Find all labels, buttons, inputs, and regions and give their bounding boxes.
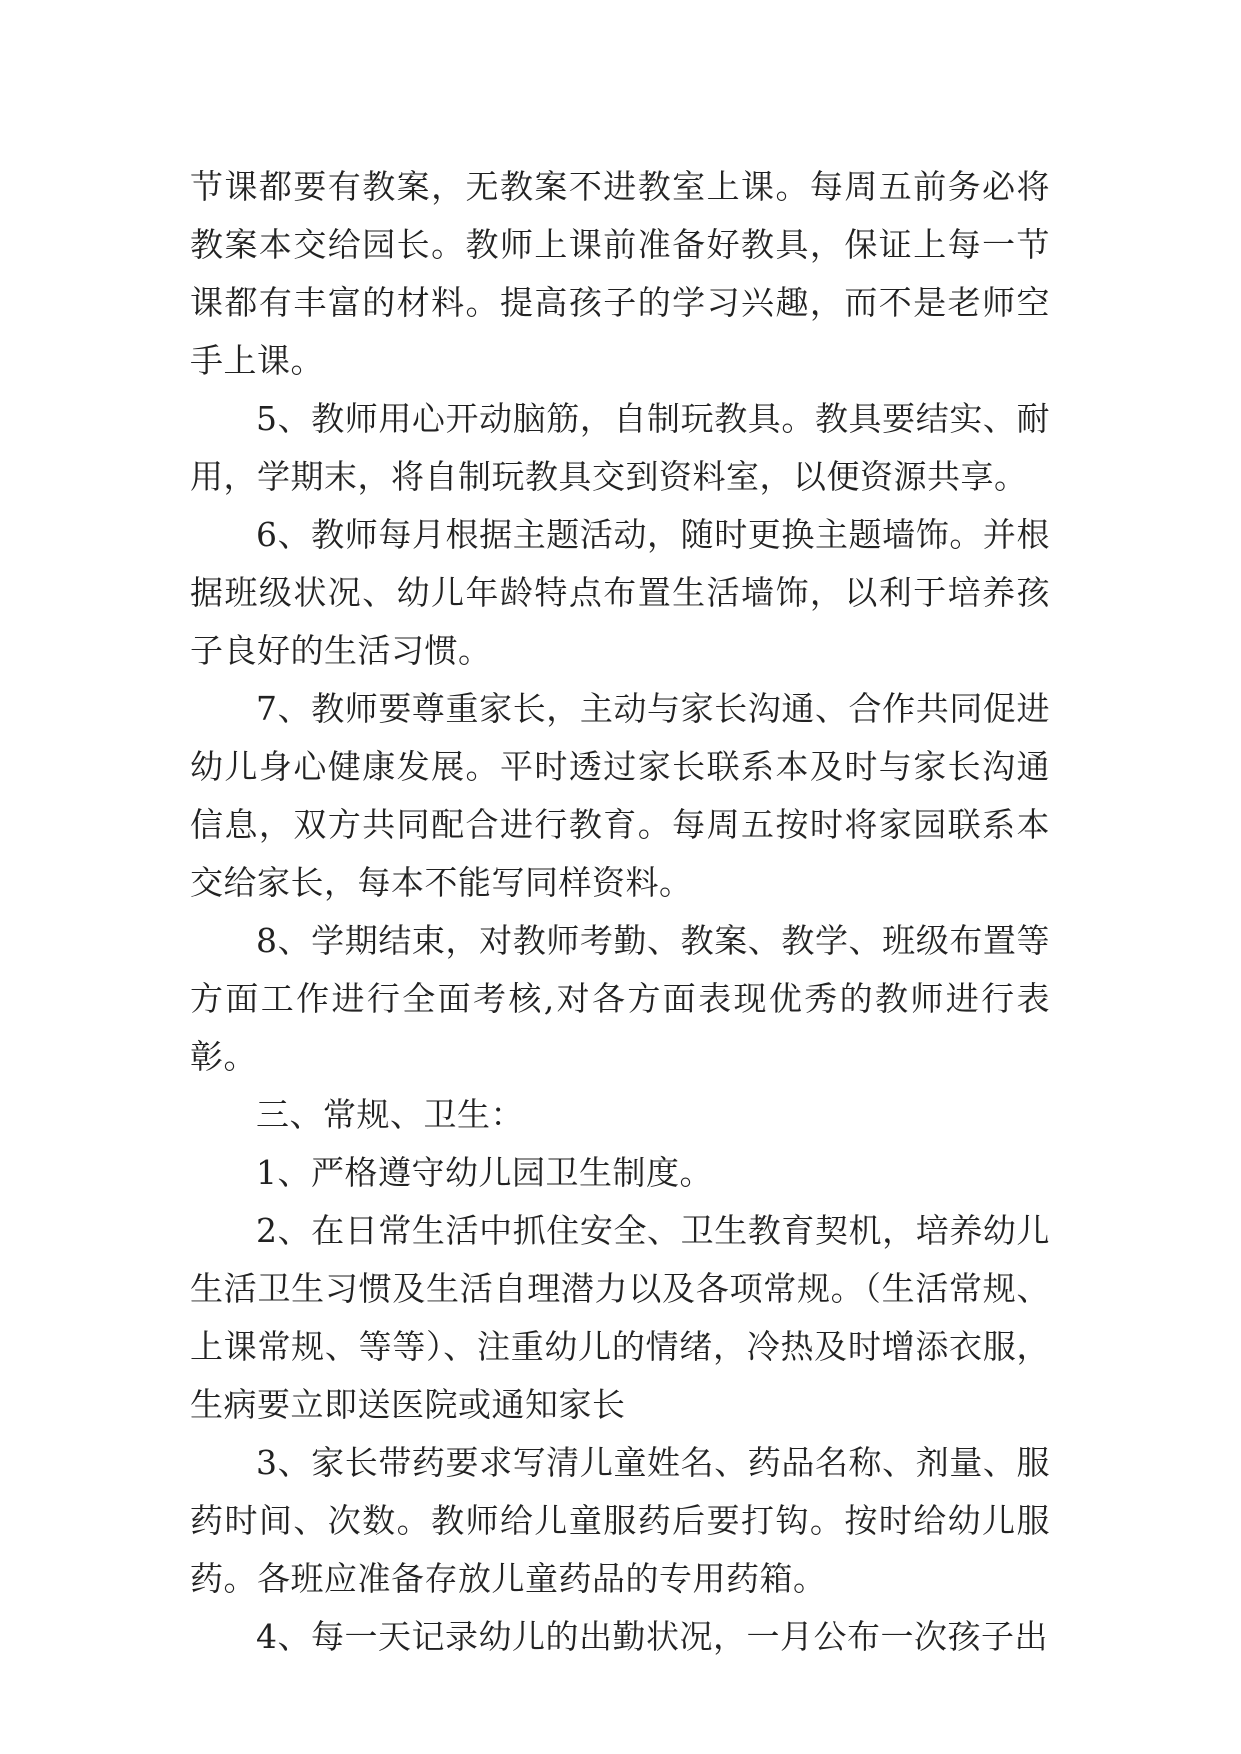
document-body: [190, 158, 1050, 1666]
paragraph-item-5: 5、教师用心开动脑筋，自制玩教具。教具要结实、耐用，学期末，将自制玩教具交到资料室，以便资源共享。: [190, 399, 1050, 496]
paragraph-hygiene-1: 1、严格遵守幼儿园卫生制度。: [256, 1153, 713, 1192]
paragraph-item-6: 6、教师每月根据主题活动，随时更换主题墙饰。并根据班级状况、幼儿年龄特点布置生活墙饰，以利于培养孩子良好的生活习惯。: [190, 515, 1050, 670]
paragraph-continuation: 节课都要有教案，无教案不进教室上课。每周五前务必将教案本交给园长。教师上课前准备好教具，保证上每一节课都有丰富的材料。提高孩子的学习兴趣，而不是老师空手上课。: [190, 167, 1050, 380]
paragraph-item-8: 8、学期结束，对教师考勤、教案、教学、班级布置等方面工作进行全面考核,对各方面表现优秀的教师进行表彰。: [190, 921, 1050, 1076]
paragraph-item-7: 7、教师要尊重家长，主动与家长沟通、合作共同促进幼儿身心健康发展。平时透过家长联系本及时与家长沟通信息，双方共同配合进行教育。每周五按时将家园联系本交给家长，每本不能写同样资料。: [190, 689, 1050, 902]
paragraph-hygiene-2: 2、在日常生活中抓住安全、卫生教育契机，培养幼儿生活卫生习惯及生活自理潜力以及各项常规。（生活常规、上课常规、等等）、注重幼儿的情绪，冷热及时增添衣服，生病要立即送医院或通知家长: [190, 1211, 1050, 1424]
paragraph-hygiene-4: 4、每一天记录幼儿的出勤状况，一月公布一次孩子出: [256, 1617, 1048, 1656]
section-heading-routine-hygiene: 三、常规、卫生：: [256, 1095, 524, 1134]
paragraph-hygiene-3: 3、家长带药要求写清儿童姓名、药品名称、剂量、服药时间、次数。教师给儿童服药后要打钩。按时给幼儿服药。各班应准备存放儿童药品的专用药箱。: [190, 1443, 1050, 1598]
